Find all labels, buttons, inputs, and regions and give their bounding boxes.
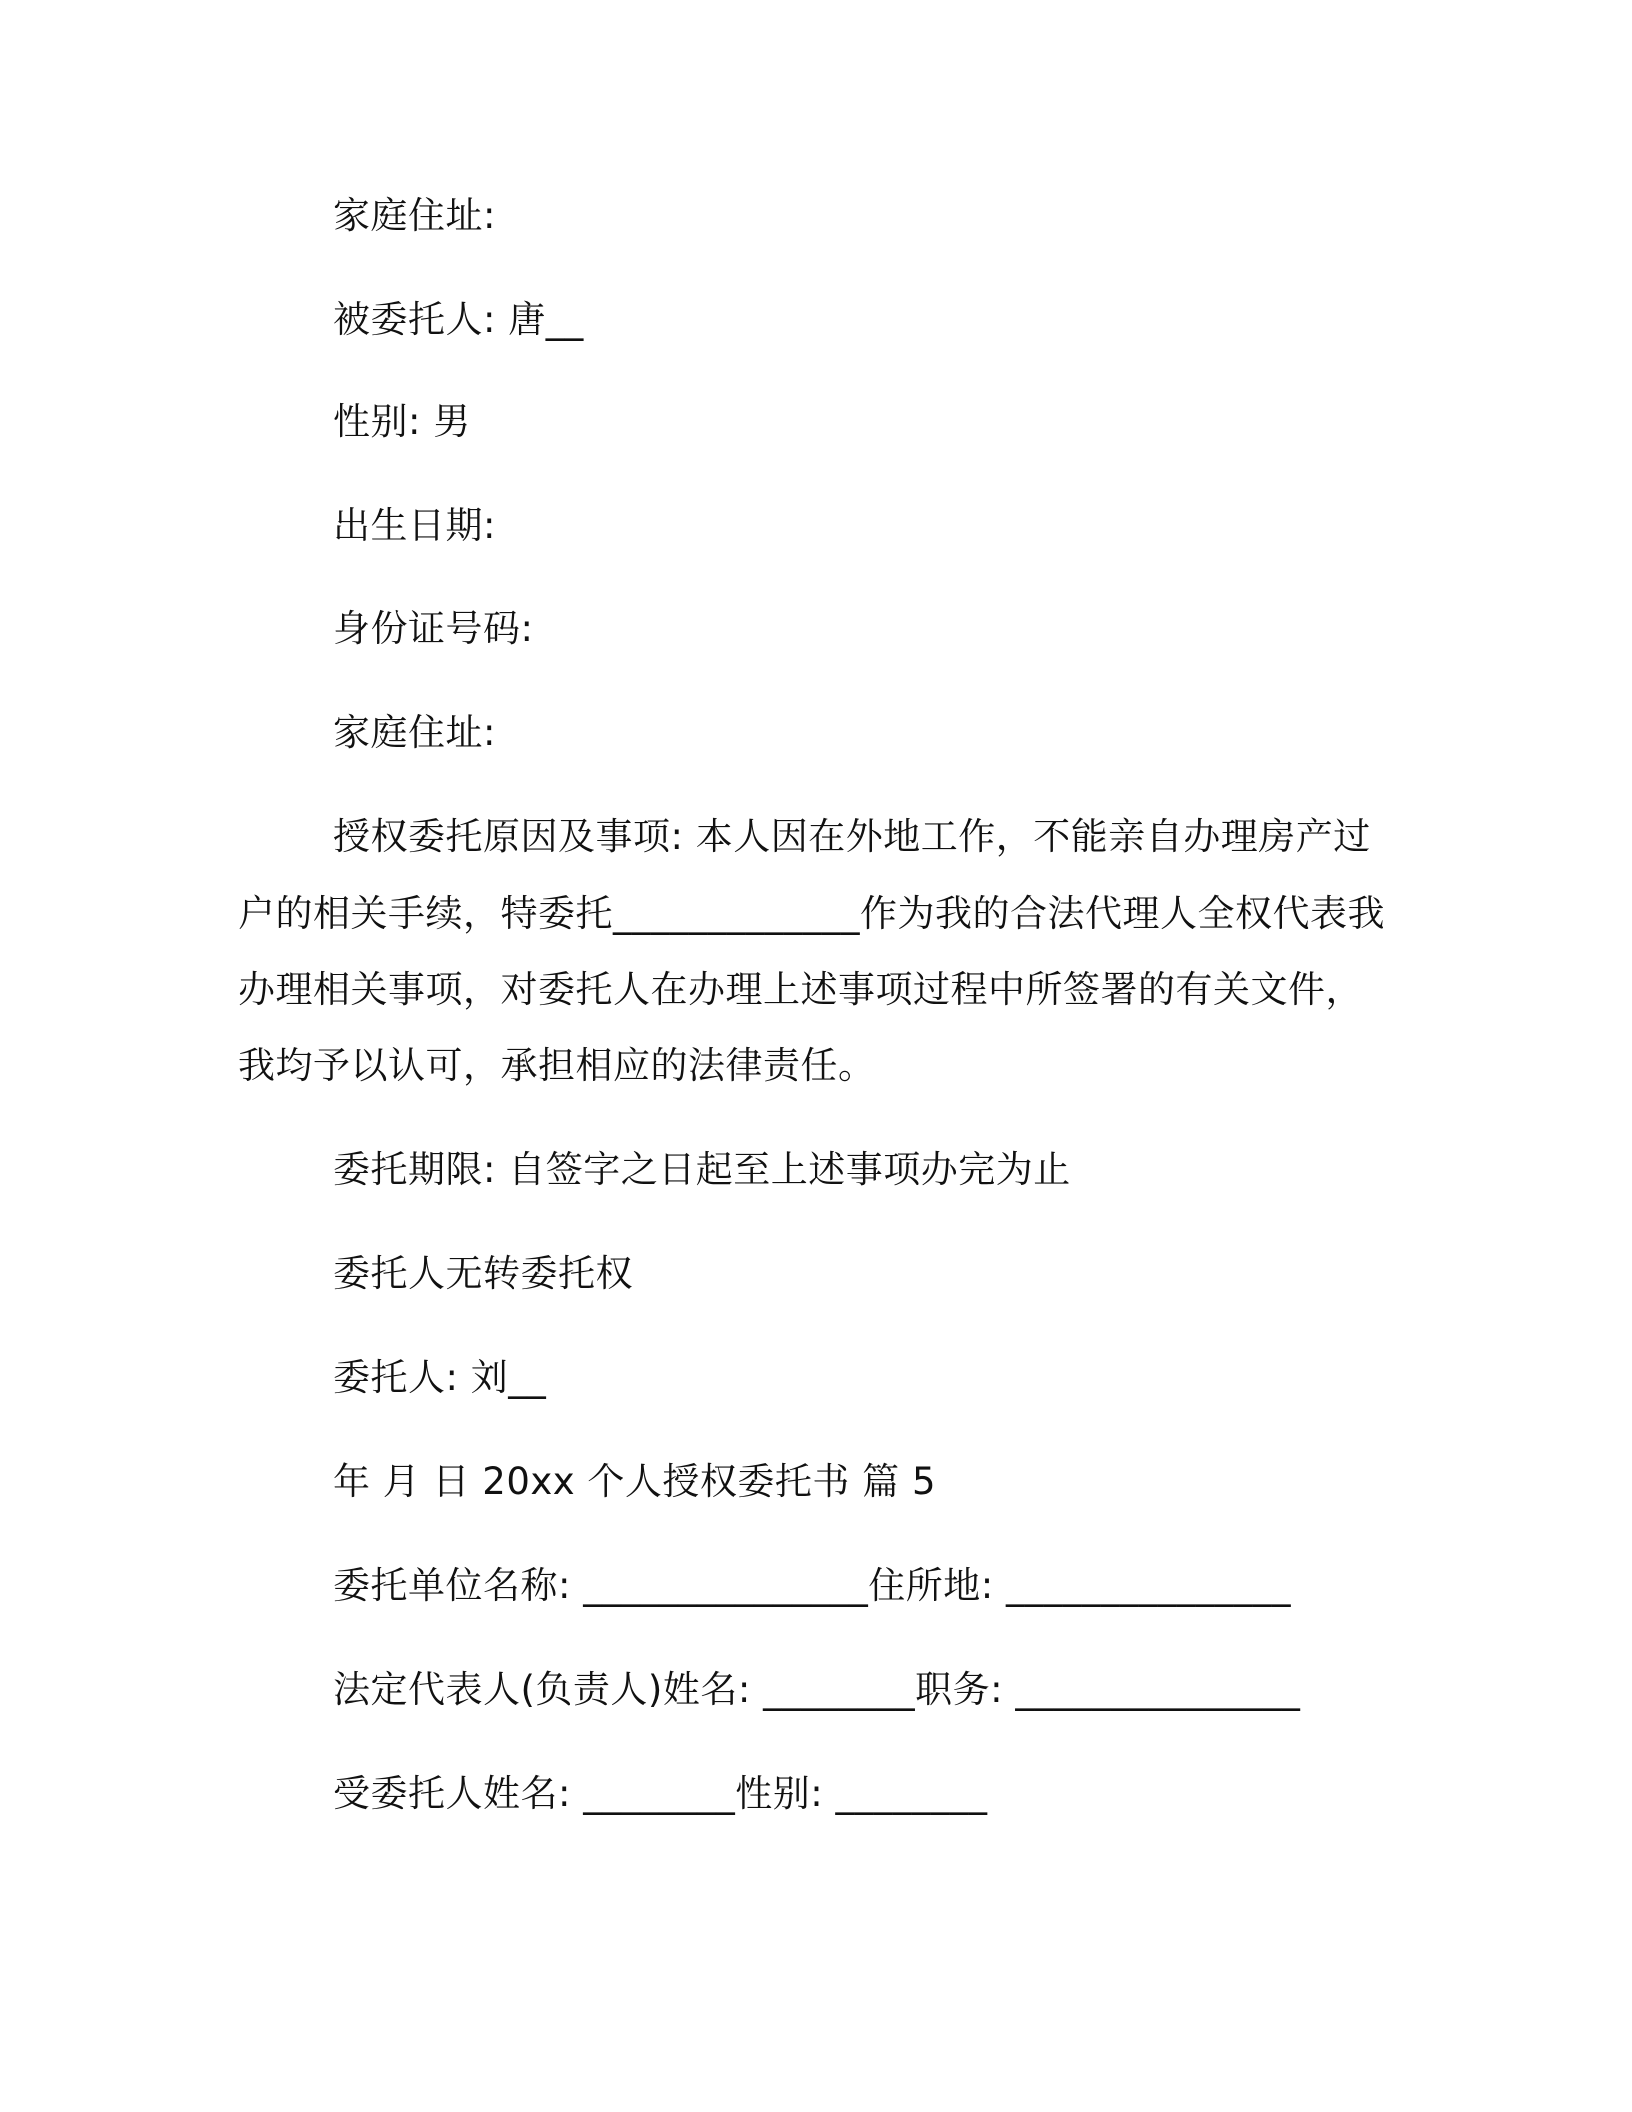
gender-line: 性别: 男 <box>333 400 471 443</box>
date-and-section-title: 年 月 日 20xx 个人授权委托书 篇 5 <box>333 1460 936 1503</box>
id-number-label: 身份证号码: <box>333 607 534 650</box>
legal-representative-line: 法定代表人(负责人)姓名: ________职务: _______________ <box>333 1668 1301 1711</box>
no-sub-delegation-line: 委托人无转委托权 <box>333 1252 633 1295</box>
authorization-reason-line-1: 授权委托原因及事项: 本人因在外地工作，不能亲自办理房产过 <box>333 815 1371 858</box>
home-address-label-1: 家庭住址: <box>333 194 496 237</box>
trustee-name-gender-line: 受委托人姓名: ________性别: ________ <box>333 1772 988 1815</box>
trustee-name-line: 被委托人: 唐__ <box>333 298 584 341</box>
company-name-address-line: 委托单位名称: _______________住所地: _______________ <box>333 1564 1291 1607</box>
birth-date-label: 出生日期: <box>333 504 496 547</box>
authorization-reason-line-3: 办理相关事项，对委托人在办理上述事项过程中所签署的有关文件， <box>238 968 1363 1011</box>
principal-name-line: 委托人: 刘__ <box>333 1356 547 1399</box>
authorization-period-line: 委托期限: 自签字之日起至上述事项办完为止 <box>333 1148 1071 1191</box>
authorization-reason-line-4: 我均予以认可，承担相应的法律责任。 <box>238 1044 876 1087</box>
home-address-label-2: 家庭住址: <box>333 711 496 754</box>
authorization-reason-line-2: 户的相关手续，特委托_____________作为我的合法代理人全权代表我 <box>238 892 1385 935</box>
